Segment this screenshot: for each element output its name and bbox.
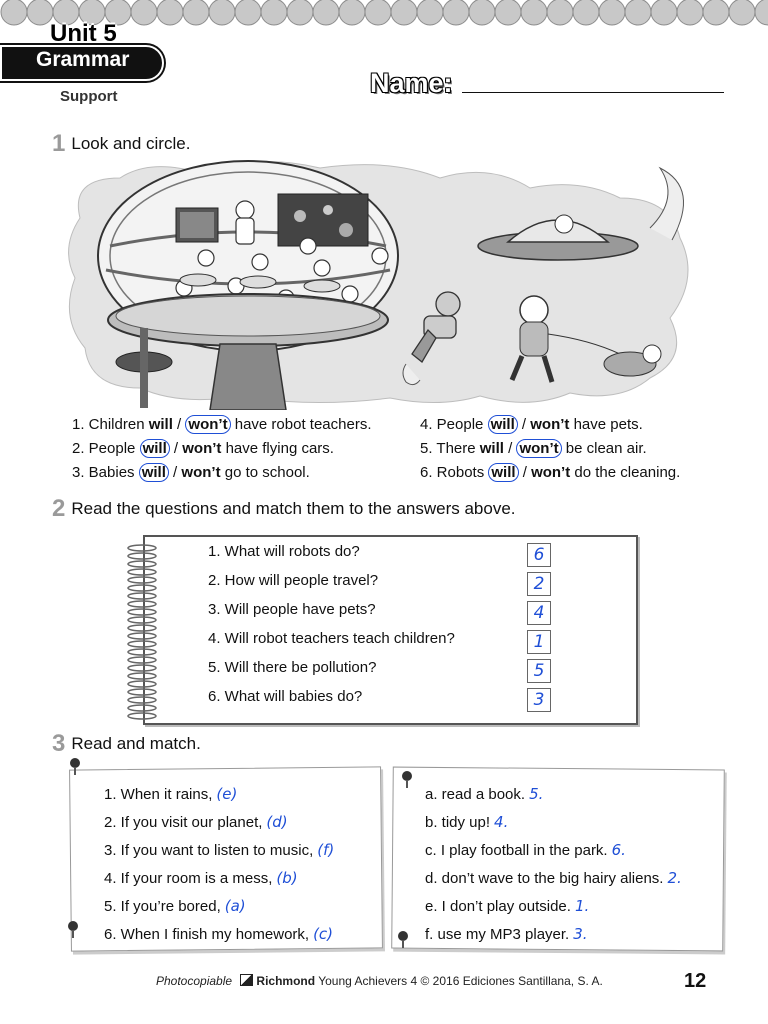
- publisher-logo-icon: [240, 974, 253, 986]
- left-clause: 2. If you visit our planet, (d): [104, 813, 288, 831]
- exercise-2-heading: [52, 495, 516, 523]
- sentence-end: have robot teachers.: [230, 416, 372, 433]
- exercise-instruction: Read and match.: [71, 734, 201, 753]
- sentence-start: 3. Babies: [72, 464, 139, 481]
- question-item: 3. Will people have pets?: [208, 601, 376, 618]
- sentence-start: 4. People: [420, 416, 488, 433]
- exercise-1-heading: [52, 130, 190, 158]
- option-will[interactable]: will: [479, 440, 504, 457]
- right-clause-list: [425, 785, 682, 953]
- section-title: Grammar: [36, 48, 130, 71]
- circle-sentence: [420, 416, 680, 440]
- sentence-end: be clean air.: [561, 440, 647, 457]
- copyright-text: Young Achievers 4 © 2016 Ediciones Santillana, S. A.: [318, 974, 603, 988]
- option-wont[interactable]: won’t: [182, 440, 222, 457]
- unit-title: Unit 5: [50, 20, 117, 47]
- option-separator: /: [168, 464, 182, 481]
- option-will-circled[interactable]: will: [488, 415, 518, 434]
- sentence-end: have pets.: [569, 416, 643, 433]
- option-wont[interactable]: won’t: [530, 416, 570, 433]
- left-clause-list: [104, 785, 334, 953]
- publisher-name: Richmond: [256, 974, 316, 988]
- exercise-number: 2: [52, 495, 66, 522]
- left-clause: 6. When I finish my homework, (c): [104, 925, 334, 943]
- pushpin-icon: [66, 920, 80, 938]
- answer-box[interactable]: 2: [527, 572, 551, 596]
- handwritten-answer[interactable]: (d): [266, 813, 288, 831]
- question-item: 1. What will robots do?: [208, 543, 360, 560]
- sentence-start: 5. There: [420, 440, 480, 457]
- question-item: 6. What will babies do?: [208, 688, 363, 705]
- exercise-instruction: Read the questions and match them to the answers above.: [71, 499, 516, 518]
- circle-sentence: [420, 464, 680, 488]
- right-clause: e. I don’t play outside. 1.: [425, 897, 590, 915]
- future-city-illustration: [60, 158, 700, 410]
- answer-box[interactable]: 4: [527, 601, 551, 625]
- exercise-number: 1: [52, 130, 66, 157]
- option-wont[interactable]: won’t: [531, 464, 571, 481]
- handwritten-answer[interactable]: 1.: [574, 897, 590, 915]
- pushpin-icon: [400, 770, 414, 788]
- right-clause: a. read a book. 5.: [425, 785, 544, 803]
- handwritten-answer[interactable]: 6.: [611, 841, 626, 859]
- answer-box[interactable]: 5: [527, 659, 551, 683]
- question-item: 2. How will people travel?: [208, 572, 379, 589]
- circle-sentence: [72, 440, 371, 464]
- answer-box[interactable]: 3: [527, 688, 551, 712]
- answer-box[interactable]: 6: [527, 543, 551, 567]
- handwritten-answer[interactable]: 4.: [494, 813, 509, 831]
- right-clause: b. tidy up! 4.: [425, 813, 509, 831]
- handwritten-answer[interactable]: 2.: [667, 869, 682, 887]
- handwritten-answer[interactable]: 5.: [529, 785, 544, 803]
- photocopiable-label: Photocopiable: [156, 974, 233, 988]
- notebook-spiral-binding: [120, 540, 160, 720]
- right-clause: d. don’t wave to the big hairy aliens. 2.: [425, 869, 682, 887]
- option-wont-circled[interactable]: won’t: [185, 415, 230, 434]
- handwritten-answer[interactable]: 3.: [573, 925, 588, 943]
- sentences-right-column: [420, 416, 680, 488]
- left-clause: 4. If your room is a mess, (b): [104, 869, 298, 887]
- name-input-line[interactable]: [462, 92, 724, 93]
- exercise-number: 3: [52, 730, 66, 757]
- option-will-circled[interactable]: will: [139, 463, 169, 482]
- left-clause: 1. When it rains, (e): [104, 785, 238, 803]
- sentence-start: 2. People: [72, 440, 140, 457]
- handwritten-answer[interactable]: (f): [317, 841, 335, 859]
- option-separator: /: [172, 416, 186, 433]
- handwritten-answer[interactable]: (b): [276, 869, 298, 887]
- pushpin-icon: [68, 757, 82, 775]
- option-wont[interactable]: won’t: [181, 464, 221, 481]
- question-item: 4. Will robot teachers teach children?: [208, 630, 455, 647]
- option-separator: /: [169, 440, 183, 457]
- option-will-circled[interactable]: will: [488, 463, 518, 482]
- option-will[interactable]: will: [148, 416, 173, 433]
- sentence-start: 6. Robots: [420, 464, 489, 481]
- exercise-3-heading: [52, 730, 201, 758]
- sentence-end: have flying cars.: [221, 440, 334, 457]
- handwritten-answer[interactable]: (c): [313, 925, 334, 943]
- circle-sentence: [72, 464, 371, 488]
- handwritten-answer[interactable]: (a): [224, 897, 246, 915]
- option-separator: /: [517, 416, 531, 433]
- question-item: 5. Will there be pollution?: [208, 659, 377, 676]
- pushpin-icon: [396, 930, 410, 948]
- right-clause: f. use my MP3 player. 3.: [425, 925, 588, 943]
- option-wont-circled[interactable]: won’t: [516, 439, 561, 458]
- circle-sentence: [72, 416, 371, 440]
- question-list: [208, 543, 568, 717]
- name-label: Name:: [370, 68, 453, 98]
- sentence-start: 1. Children: [72, 416, 149, 433]
- answer-box-column: [527, 543, 551, 712]
- answer-box[interactable]: 1: [527, 630, 551, 654]
- option-separator: /: [503, 440, 517, 457]
- circle-sentence: [420, 440, 680, 464]
- sentence-end: do the cleaning.: [570, 464, 681, 481]
- option-will-circled[interactable]: will: [140, 439, 170, 458]
- sentences-left-column: [72, 416, 371, 488]
- left-clause: 3. If you want to listen to music, (f): [104, 841, 335, 859]
- option-separator: /: [518, 464, 532, 481]
- exercise-instruction: Look and circle.: [71, 134, 191, 153]
- handwritten-answer[interactable]: (e): [216, 785, 238, 803]
- right-clause: c. I play football in the park. 6.: [425, 841, 626, 859]
- page-number: 12: [684, 970, 707, 992]
- sentence-end: go to school.: [220, 464, 310, 481]
- left-clause: 5. If you’re bored, (a): [104, 897, 246, 915]
- level-label: Support: [60, 88, 118, 105]
- footer-credit: [156, 974, 603, 988]
